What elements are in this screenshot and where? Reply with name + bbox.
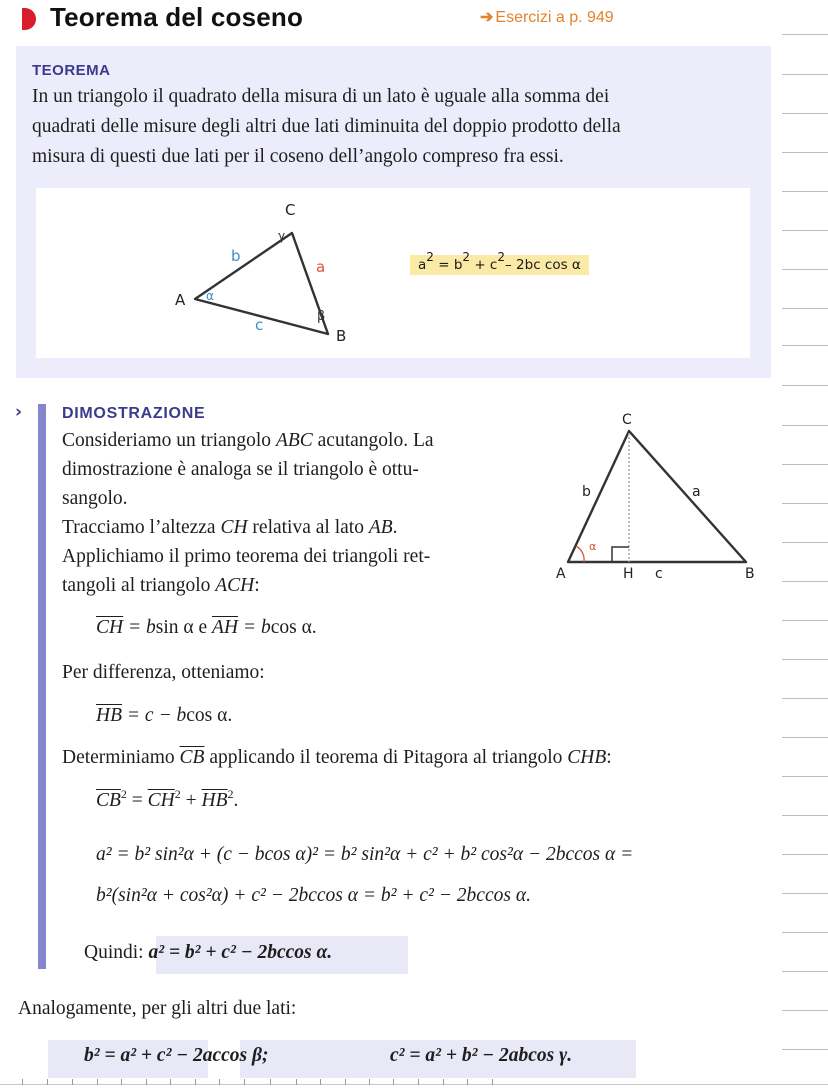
side-label-c: c [255,316,264,334]
section-marker [22,8,36,30]
margin-line [782,698,828,699]
conclusion-formula: a² = b² + c² − 2bccos α. [148,942,333,963]
angle-label-alpha: α [589,540,597,553]
margin-line [782,1049,828,1050]
vertex-label-a: A [175,291,186,309]
vertex-label-h: H [623,566,634,582]
margin-line [782,152,828,153]
margin-line [782,932,828,933]
page-ruler [0,1084,828,1085]
margin-line [782,854,828,855]
margin-line [782,815,828,816]
margin-line [782,425,828,426]
margin-line [782,74,828,75]
margin-line [782,971,828,972]
vertex-label-b: B [336,327,347,345]
proof-line: Tracciamo l’altezza CH relativa al lato AB. [62,517,398,538]
analog-text: Analogamente, per gli altri due lati: [18,998,297,1019]
margin-line [782,385,828,386]
chevron-right-icon: › [15,402,23,422]
determine-cb-text: Determiniamo $\overline{CB}$ applicando il teorema di Pitagora al triangolo CHB: [62,747,612,768]
exercises-link[interactable] [480,7,614,27]
margin-line [782,230,828,231]
margin-line [782,776,828,777]
angle-label-gamma: γ [278,229,286,243]
side-label-b: b [582,484,591,500]
exercises-link-label: Esercizi a p. 949 [495,9,614,26]
equation-simplification: b²(sin²α + cos²α) + c² − 2bccos α = b² + c² − 2bccos α. [96,885,531,906]
page-header [0,0,828,40]
vertex-label-c: C [622,412,632,428]
margin-line [782,464,828,465]
margin-line [782,308,828,309]
vertex-label-b: B [745,566,755,582]
theorem-label: TEOREMA [32,62,111,79]
side-label-b: b [231,247,241,265]
margin-line [782,581,828,582]
proof-label: DIMOSTRAZIONE [62,405,206,422]
page-title: Teorema del coseno [50,2,304,32]
proof-line: tangoli al triangolo ACH: [62,575,260,596]
formula-c: c² = a² + b² − 2abcos γ. [390,1045,573,1066]
side-label-c: c [655,566,663,582]
theorem-statement [32,82,762,172]
altitude-triangle-figure [560,420,760,580]
proof-line: Applichiamo il primo teorema dei triangoli ret- [62,546,431,567]
margin-line [782,620,828,621]
by-difference-text: Per differenza, otteniamo: [62,662,265,683]
proof-line: dimostrazione è analoga se il triangolo è ottu- [62,459,419,480]
theorem-line: quadrati delle misure degli altri due lati diminuita del doppio prodotto della [32,116,621,137]
margin-line [782,893,828,894]
proof-line: sangolo. [62,488,128,509]
conclusion-label: Quindi: [84,942,149,963]
proof-sidebar [38,404,46,969]
vertex-label-a: A [556,566,566,582]
theorem-figure-panel [36,188,750,358]
margin-line [782,269,828,270]
theorem-line: In un triangolo il quadrato della misura di un lato è uguale alla somma dei [32,86,610,107]
margin-line [782,659,828,660]
formula-b: b² = a² + c² − 2accos β; [84,1045,269,1066]
equation-ch-ah: $\overline{CH} = bsin$ α e $\overline{AH} = bcos$ α. [96,617,317,638]
margin-line [782,34,828,35]
margin-line [782,1010,828,1011]
angle-label-beta: β [317,309,326,324]
margin-line [782,345,828,346]
proof-intro [62,426,522,600]
margin-line [782,113,828,114]
equation-pythagoras: $\overline{CB}^2 = \overline{CH}^2 + \overline{HB}^2$. [96,787,239,811]
angle-label-alpha: α [206,289,214,303]
law-of-cosines-formula: $a^2 = b^2 + c^2-$ 2bc cos α [410,255,589,275]
theorem-line: misura di questi due lati per il coseno dell’angolo compreso fra essi. [32,146,564,167]
side-label-a: a [316,258,326,276]
margin-line [782,737,828,738]
vertex-label-c: C [285,201,296,219]
conclusion [84,942,332,964]
equation-expansion: a² = b² sin²α + (c − bcos α)² = b² sin²α + c² + b² cos²α − 2bccos α = [96,844,634,865]
margin-line [782,542,828,543]
margin-line [782,503,828,504]
margin-line [782,191,828,192]
arrow-right-icon: ➔ [480,9,494,26]
proof-line: Consideriamo un triangolo ABC acutangolo. La [62,430,434,451]
side-label-a: a [692,484,701,500]
equation-hb: $\overline{HB} = c - bcos$ α. [96,705,233,726]
